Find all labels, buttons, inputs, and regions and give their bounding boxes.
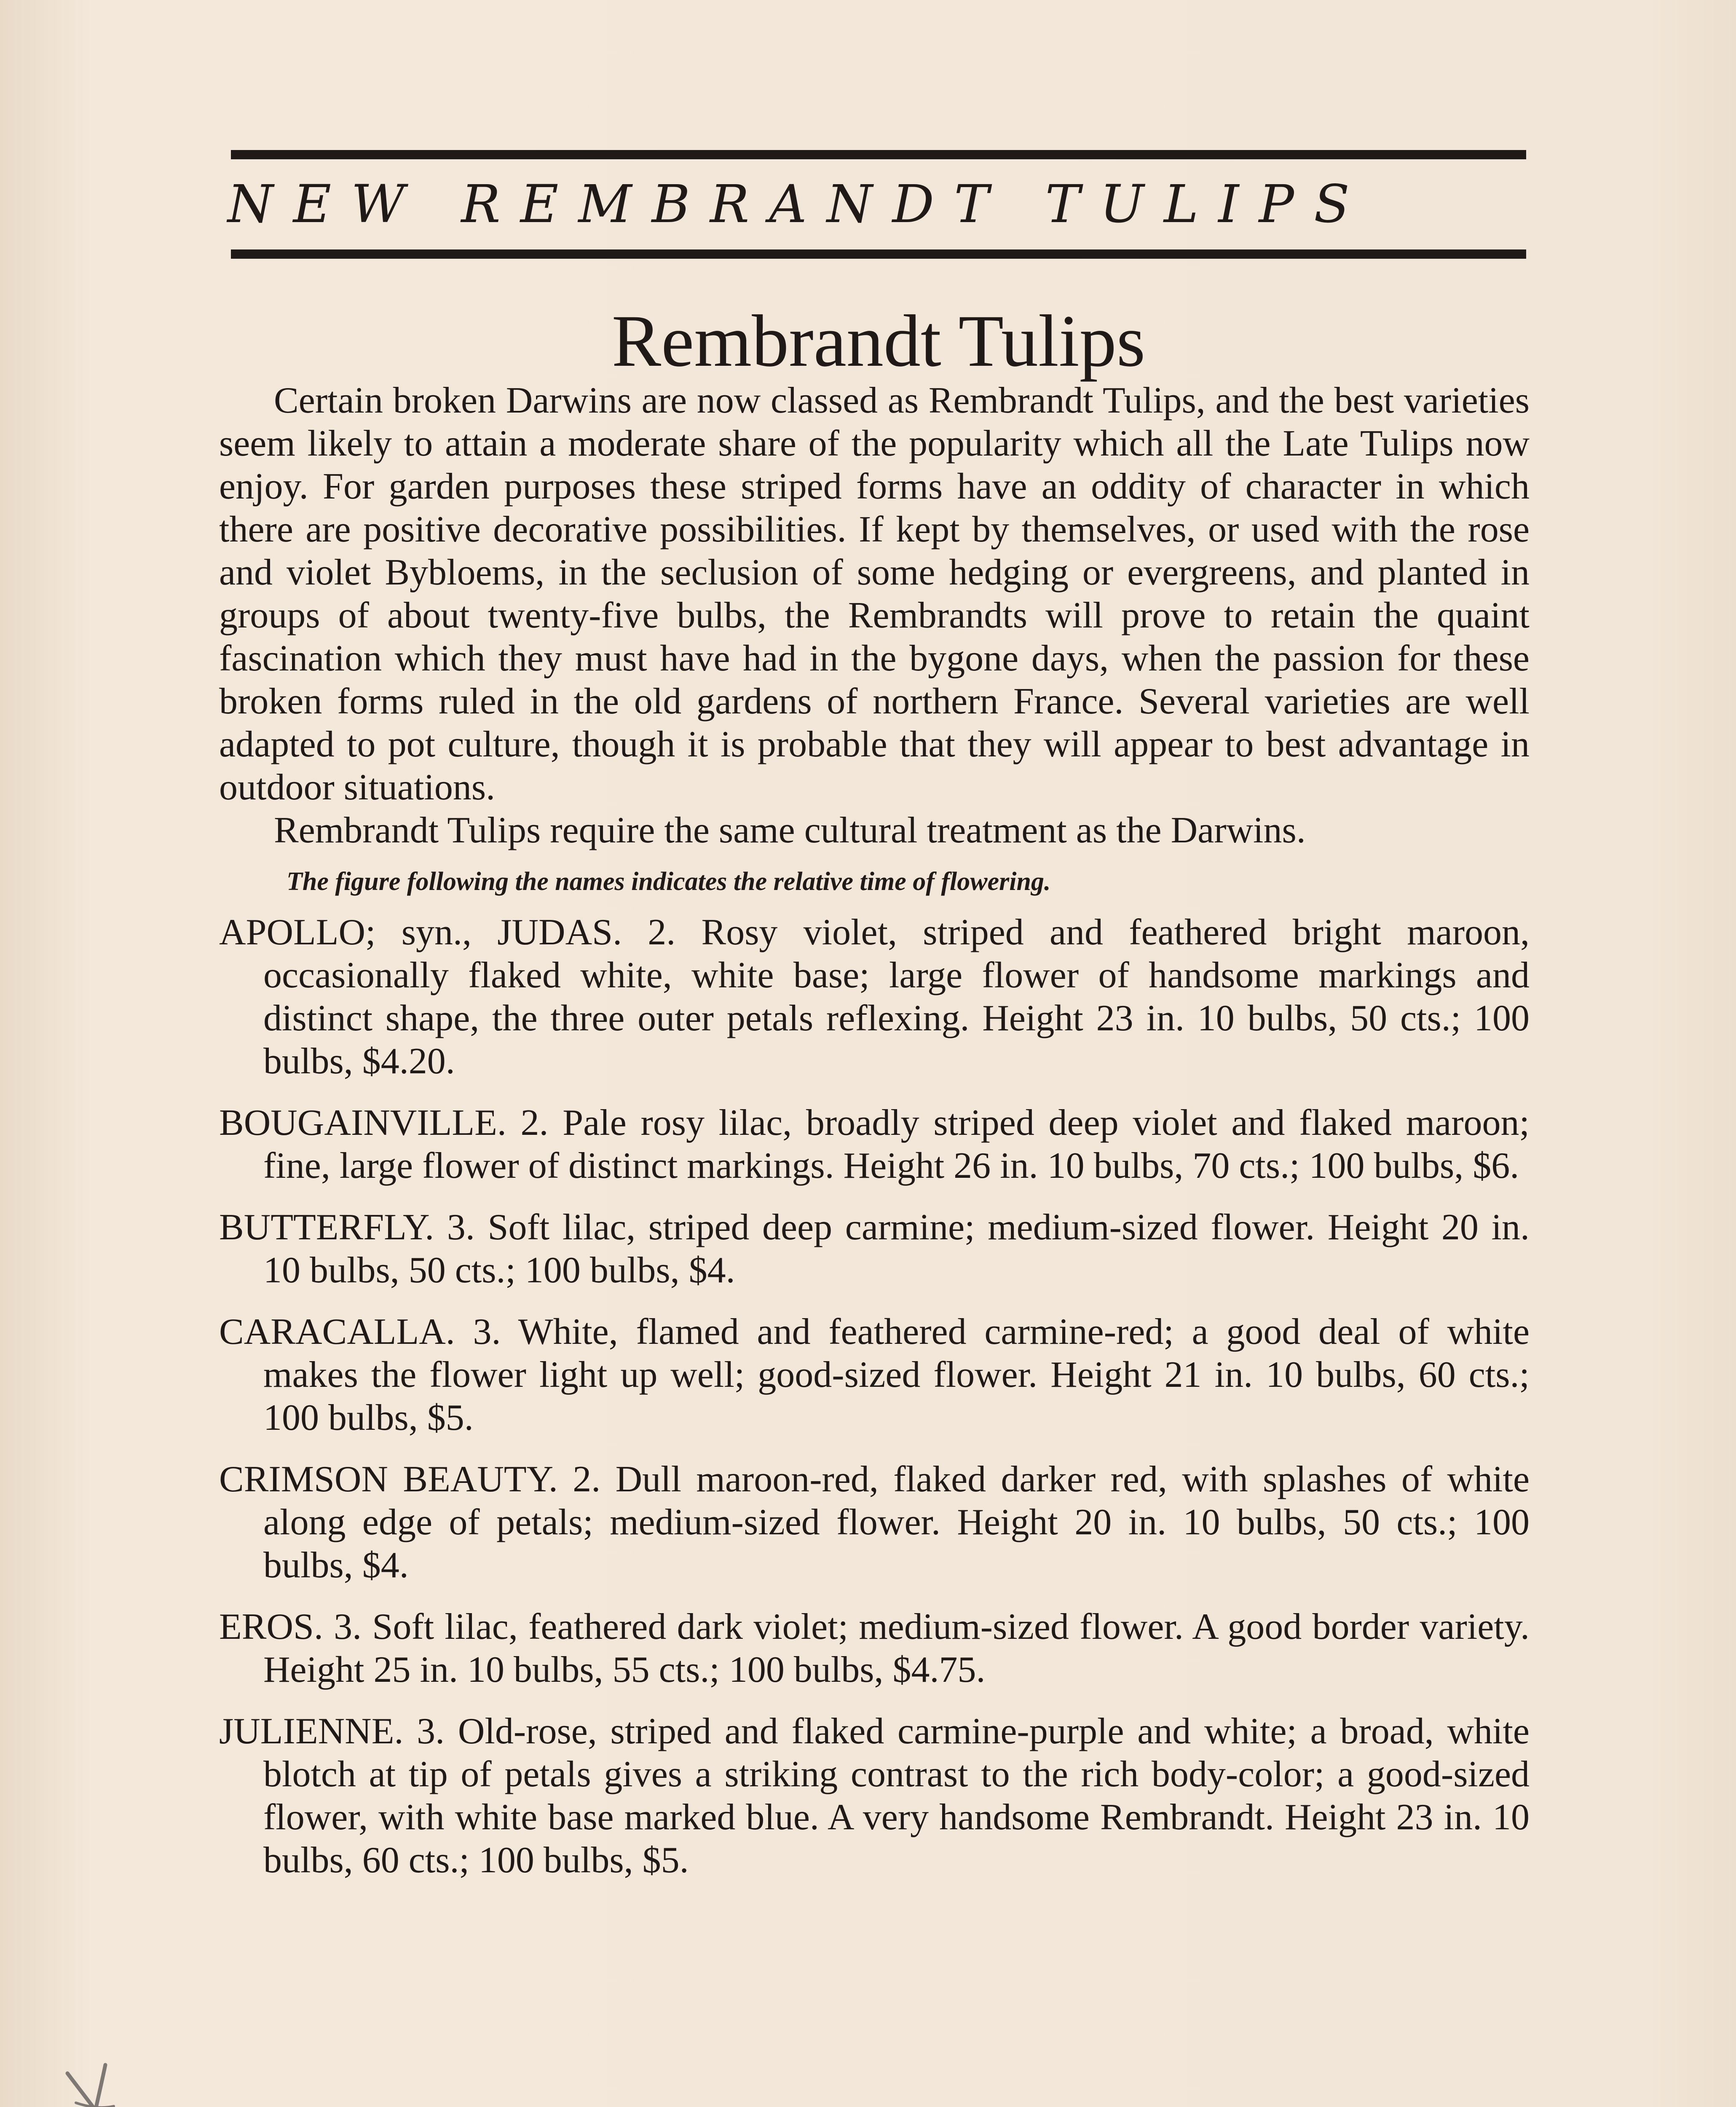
variety-entry-caracalla: CARACALLA. 3. White, flamed and feathered carmine-red; a good deal of white makes the flower light up well; good-sized flower. Height 21 in. 10 bulbs, 60 cts.; 100 bulbs, $5. [219, 1311, 1530, 1438]
variety-entry-eros: EROS. 3. Soft lilac, feathered dark violet; medium-sized flower. A good border variety. Height 25 in. 10 bulbs, 55 cts.; 100 bulbs, $4.75. [219, 1606, 1530, 1690]
pencil-x-mark-icon [55, 2056, 139, 2107]
intro-paragraph: Rembrandt Tulips require the same cultural treatment as the Darwins. [274, 810, 1306, 851]
header-bottom-rule [231, 249, 1526, 259]
intro-paragraph: Certain broken Darwins are now classed as Rembrandt Tulips, and the best varieties seem likely to attain a moderate share of the popularity which all the Late Tulips now enjoy. For garden purposes these striped forms have an oddity of character in which there are positive decorative possibilities. If kept by themselves, or used with the rose and violet Bybloems, in the seclusion of some hedging or evergreens, and planted in groups of about twenty-five bulbs, the Rembrandts will prove to retain the quaint fascination which they must have had in the bygone days, when the passion for these broken forms ruled in the old gardens of northern France. Several varieties are well adapted to pot culture, though it is probable that they will appear to best advantage in outdoor situations. [219, 380, 1530, 808]
variety-entry-crimson-beauty: CRIMSON BEAUTY. 2. Dull maroon-red, flaked darker red, with splashes of white along edge of petals; medium-sized flower. Height 20 in. 10 bulbs, 50 cts.; 100 bulbs, $4. [219, 1459, 1530, 1586]
variety-entry-butterfly: BUTTERFLY. 3. Soft lilac, striped deep carmine; medium-sized flower. Height 20 in. 10 bulbs, 50 cts.; 100 bulbs, $4. [219, 1207, 1530, 1291]
article-body [219, 379, 1530, 1901]
section-title: Rembrandt Tulips [611, 300, 1146, 382]
variety-entry-bougainville: BOUGAINVILLE. 2. Pale rosy lilac, broadly striped deep violet and flaked maroon; fine, large flower of distinct markings. Height 26 in. 10 bulbs, 70 cts.; 100 bulbs, $6. [219, 1102, 1530, 1186]
variety-entry-julienne: JULIENNE. 3. Old-rose, striped and flaked carmine-purple and white; a broad, white blotch at tip of petals gives a striking contrast to the rich body-color; a good-sized flower, with white base marked blue. A very handsome Rembrandt. Height 23 in. 10 bulbs, 60 cts.; 100 bulbs, $5. [219, 1711, 1530, 1881]
variety-entry-apollo: APOLLO; syn., JUDAS. 2. Rosy violet, striped and feathered bright maroon, occasionally flaked white, white base; large flower of handsome markings and distinct shape, the three outer petals reflexing. Height 23 in. 10 bulbs, 50 cts.; 100 bulbs, $4.20. [219, 912, 1530, 1082]
top-rule [231, 150, 1526, 159]
running-head: NEW REMBRANDT TULIPS [228, 174, 1370, 235]
flowering-note: The figure following the names indicates the relative time of flowering. [287, 867, 1051, 896]
